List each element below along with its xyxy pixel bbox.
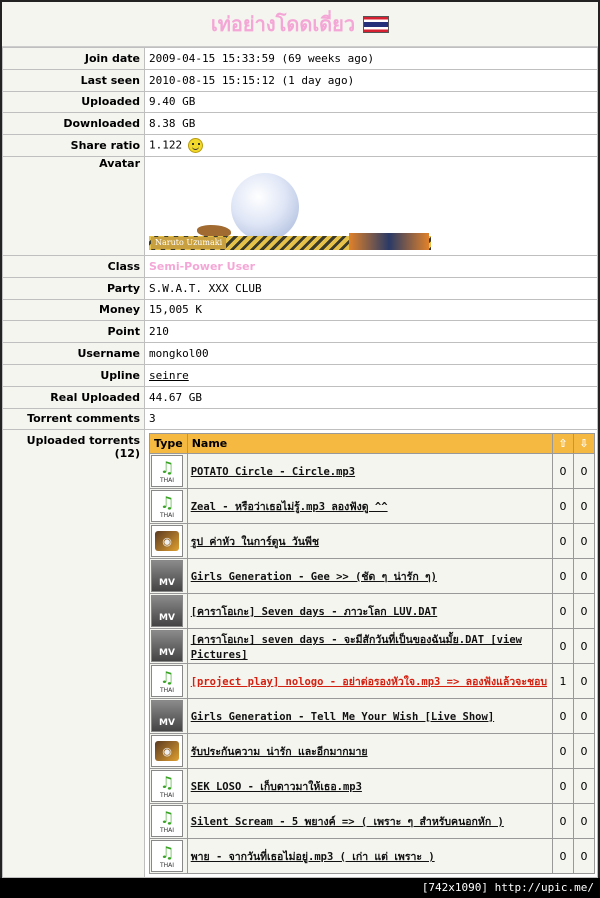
- table-row: [150, 559, 595, 594]
- table-row: [150, 594, 595, 629]
- uploaded-label: Uploaded: [3, 91, 145, 113]
- row-username: [3, 343, 598, 365]
- torrents-header-row: [150, 434, 595, 454]
- leechers-count: 0: [574, 769, 595, 804]
- note-glyph: ♫: [159, 772, 175, 792]
- music-video-icon[interactable]: [151, 595, 183, 627]
- downloaded-label: Downloaded: [3, 113, 145, 135]
- type-cell: [150, 769, 188, 804]
- music-note-icon[interactable]: [151, 840, 183, 872]
- last-seen-label: Last seen: [3, 69, 145, 91]
- camera-glyph: ◉: [155, 531, 179, 551]
- leechers-count: 0: [574, 594, 595, 629]
- seeders-count: 0: [553, 734, 574, 769]
- row-avatar: [3, 156, 598, 255]
- type-cell: [150, 664, 188, 699]
- table-row: [150, 734, 595, 769]
- photo-icon[interactable]: [151, 525, 183, 557]
- torrent-link[interactable]: Girls Generation - Tell Me Your Wish [Live Show]: [190, 710, 495, 723]
- torrent-link[interactable]: Girls Generation - Gee >> (ชัด ๆ น่ารัก ๆ): [190, 570, 437, 583]
- seeders-count: 0: [553, 489, 574, 524]
- row-uploaded: [3, 91, 598, 113]
- leechers-count: 0: [574, 804, 595, 839]
- music-note-icon[interactable]: [151, 770, 183, 802]
- note-glyph: ♫: [159, 807, 175, 827]
- image-host-footer: [742x1090] http://upic.me/: [0, 878, 600, 898]
- name-cell: [187, 769, 552, 804]
- camera-glyph: ◉: [155, 741, 179, 761]
- real-uploaded-label: Real Uploaded: [3, 386, 145, 408]
- table-row: [150, 524, 595, 559]
- music-note-icon[interactable]: [151, 665, 183, 697]
- avatar-character: [349, 233, 429, 250]
- torrent-link[interactable]: Zeal - หรือว่าเธอไม่รู้.mp3 ลองฟังดู ^^: [190, 500, 388, 513]
- name-cell: [187, 804, 552, 839]
- type-cell: [150, 629, 188, 664]
- leechers-count: 0: [574, 839, 595, 874]
- name-cell: [187, 629, 552, 664]
- torrent-link[interactable]: พาย - จากวันที่เธอไม่อยู่.mp3 ( เก่า แต่ เพราะ ): [190, 850, 435, 863]
- music-video-icon[interactable]: [151, 630, 183, 662]
- note-glyph: ♫: [159, 667, 175, 687]
- leechers-count: 0: [574, 629, 595, 664]
- leechers-count: 0: [574, 489, 595, 524]
- seeders-count: 0: [553, 454, 574, 489]
- music-note-icon[interactable]: [151, 490, 183, 522]
- seeders-count: 0: [553, 629, 574, 664]
- uploaded-torrents-label: Uploaded torrents (12): [3, 430, 145, 878]
- type-cell: [150, 489, 188, 524]
- table-row: [150, 804, 595, 839]
- name-cell: [187, 664, 552, 699]
- type-cell: [150, 699, 188, 734]
- seeders-count: 0: [553, 699, 574, 734]
- row-upline: [3, 364, 598, 386]
- seeders-count: 0: [553, 769, 574, 804]
- join-date-label: Join date: [3, 48, 145, 70]
- name-cell: [187, 839, 552, 874]
- uploaded-value: 9.40 GB: [145, 91, 598, 113]
- party-label: Party: [3, 277, 145, 299]
- table-row: [150, 489, 595, 524]
- profile-info-table: [2, 47, 598, 878]
- type-caption: THAI: [159, 791, 175, 799]
- seeders-count: 0: [553, 524, 574, 559]
- share-ratio-cell: [145, 135, 598, 157]
- torrent-comments-value: 3: [145, 408, 598, 430]
- name-cell: [187, 524, 552, 559]
- point-label: Point: [3, 321, 145, 343]
- type-cell: [150, 839, 188, 874]
- name-cell: [187, 594, 552, 629]
- seeders-count: 0: [553, 559, 574, 594]
- username-label: Username: [3, 343, 145, 365]
- type-caption: THAI: [159, 826, 175, 834]
- torrents-table: [149, 433, 595, 874]
- row-join-date: [3, 48, 598, 70]
- party-value: S.W.A.T. XXX CLUB: [145, 277, 598, 299]
- last-seen-value: 2010-08-15 15:15:12 (1 day ago): [145, 69, 598, 91]
- money-value: 15,005 K: [145, 299, 598, 321]
- type-cell: [150, 594, 188, 629]
- music-video-icon[interactable]: [151, 700, 183, 732]
- seeders-count: 0: [553, 804, 574, 839]
- leechers-count: 0: [574, 559, 595, 594]
- share-ratio-label: Share ratio: [3, 135, 145, 157]
- seeders-count: 1: [553, 664, 574, 699]
- row-share-ratio: [3, 135, 598, 157]
- torrent-comments-label: Torrent comments: [3, 408, 145, 430]
- name-cell: [187, 454, 552, 489]
- type-caption: THAI: [159, 511, 175, 519]
- type-cell: [150, 454, 188, 489]
- type-caption: MV: [159, 613, 175, 624]
- torrents-body: [150, 454, 595, 874]
- music-note-icon[interactable]: [151, 455, 183, 487]
- note-glyph: ♫: [159, 457, 175, 477]
- name-cell: [187, 734, 552, 769]
- avatar-orb: [231, 173, 299, 241]
- table-row: [150, 699, 595, 734]
- type-caption: THAI: [159, 686, 175, 694]
- table-row: [150, 664, 595, 699]
- avatar-caption: Naruto Uzumaki: [151, 237, 226, 249]
- table-row: [150, 454, 595, 489]
- up-arrow-icon[interactable]: ⇧: [553, 434, 574, 454]
- row-torrent-comments: [3, 408, 598, 430]
- seeders-count: 0: [553, 594, 574, 629]
- leechers-count: 0: [574, 699, 595, 734]
- row-money: [3, 299, 598, 321]
- avatar-cell: [145, 156, 598, 255]
- leechers-count: 0: [574, 664, 595, 699]
- point-value: 210: [145, 321, 598, 343]
- torrent-link[interactable]: SEK LOSO - เก็บดาวมาให้เธอ.mp3: [190, 780, 362, 793]
- class-cell: [145, 255, 598, 277]
- type-caption: MV: [159, 718, 175, 729]
- avatar-label: Avatar: [3, 156, 145, 255]
- type-column-header[interactable]: Type: [150, 434, 188, 454]
- table-row: [150, 629, 595, 664]
- torrent-link[interactable]: [คาราโอเกะ] seven days - จะมีสักวันที่เป็นของฉันมั้ย.DAT [view Pictures]: [190, 634, 522, 662]
- class-label: Class: [3, 255, 145, 277]
- music-note-icon[interactable]: [151, 805, 183, 837]
- upline-label: Upline: [3, 364, 145, 386]
- seeders-count: 0: [553, 839, 574, 874]
- name-cell: [187, 699, 552, 734]
- row-party: [3, 277, 598, 299]
- money-label: Money: [3, 299, 145, 321]
- real-uploaded-value: 44.67 GB: [145, 386, 598, 408]
- type-caption: THAI: [159, 476, 175, 484]
- name-cell: [187, 489, 552, 524]
- row-downloaded: [3, 113, 598, 135]
- leechers-count: 0: [574, 524, 595, 559]
- type-caption: MV: [159, 648, 175, 659]
- smiley-icon: [188, 138, 203, 153]
- upline-cell: [145, 364, 598, 386]
- row-last-seen: [3, 69, 598, 91]
- profile-title: เท่อย่างโดดเดี่ยว: [210, 12, 356, 36]
- name-column-header[interactable]: Name: [187, 434, 552, 454]
- type-cell: [150, 734, 188, 769]
- type-caption: MV: [159, 578, 175, 589]
- downloaded-value: 8.38 GB: [145, 113, 598, 135]
- type-cell: [150, 559, 188, 594]
- torrent-link[interactable]: รับประกันความ น่ารัก และอีกมากมาย: [190, 745, 368, 758]
- leechers-count: 0: [574, 734, 595, 769]
- upline-link[interactable]: seinre: [149, 368, 189, 382]
- down-arrow-icon[interactable]: ⇩: [574, 434, 595, 454]
- join-date-value: 2009-04-15 15:33:59 (69 weeks ago): [145, 48, 598, 70]
- note-glyph: ♫: [159, 842, 175, 862]
- username-value: mongkol00: [145, 343, 598, 365]
- type-cell: [150, 804, 188, 839]
- table-row: [150, 769, 595, 804]
- profile-header: [2, 2, 598, 47]
- torrent-link[interactable]: [project play] nologo - อย่าต่อรองหัวใจ.mp3 => ลองฟังแล้วจะชอบ: [190, 675, 548, 688]
- torrent-link[interactable]: Silent Scream - 5 พยางค์ => ( เพราะ ๆ สำหรับคนอกหัก ): [190, 815, 504, 828]
- torrent-link[interactable]: POTATO Circle - Circle.mp3: [190, 465, 356, 478]
- avatar: [149, 173, 431, 253]
- class-value: Semi-Power User: [149, 259, 256, 273]
- type-cell: [150, 524, 188, 559]
- row-real-uploaded: [3, 386, 598, 408]
- row-uploaded-torrents: [3, 430, 598, 878]
- name-cell: [187, 559, 552, 594]
- music-video-icon[interactable]: [151, 560, 183, 592]
- table-row: [150, 839, 595, 874]
- note-glyph: ♫: [159, 492, 175, 512]
- uploaded-torrents-cell: [145, 430, 598, 878]
- photo-icon[interactable]: [151, 735, 183, 767]
- torrent-link[interactable]: [คาราโอเกะ] Seven days - ภาวะโลก LUV.DAT: [190, 605, 438, 618]
- thailand-flag-icon: [363, 16, 389, 33]
- share-ratio-value: 1.122: [149, 138, 183, 152]
- torrent-link[interactable]: รูป ค่าหัว ในการ์ตูน วันพีช: [190, 535, 320, 548]
- row-point: [3, 321, 598, 343]
- type-caption: THAI: [159, 861, 175, 869]
- row-class: [3, 255, 598, 277]
- leechers-count: 0: [574, 454, 595, 489]
